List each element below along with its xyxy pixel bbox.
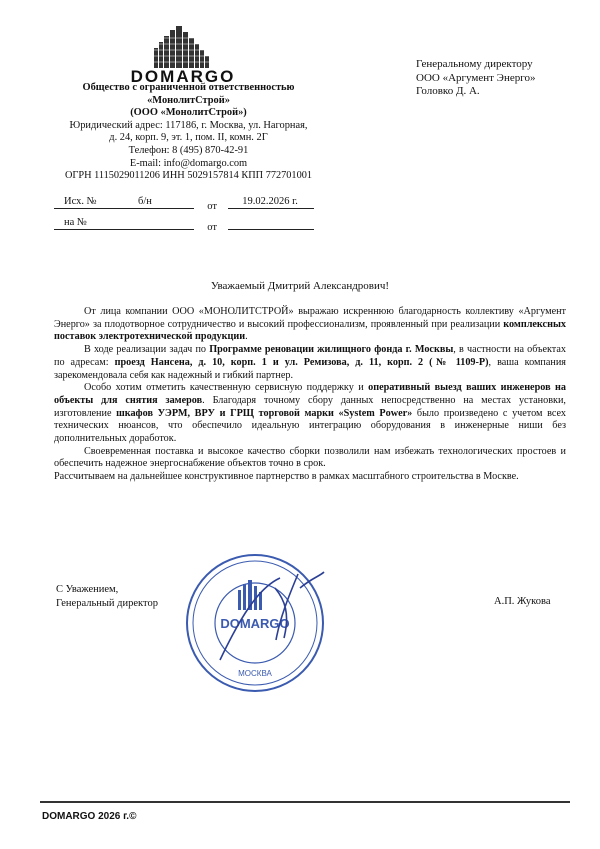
salutation: Уважаемый Дмитрий Александрович! [210,280,390,292]
company-details [56,82,321,183]
outgoing-label: Исх. № [64,196,97,207]
p2-bold-addresses: проезд Нансена, д. 10, корп. 1 и ул. Ремизова, д. 11, корп. 2 (№ 1109-Р) [114,356,489,368]
p3-bold-visit: оперативный выезд ваших инженеров на объекты для снятия замеров [54,382,566,406]
skyscrapers-icon [148,26,218,68]
outgoing-date: 19.02.2026 г. [242,196,298,207]
addressee-block [416,58,535,99]
stamp-seal-icon [180,548,330,698]
stamp-brand: DOMARGO [220,616,290,631]
signatory-position: Генеральный директор [56,597,158,609]
paragraph-1 [54,306,566,344]
paragraph-3 [54,382,566,446]
incoming-date-label: от [207,222,217,233]
address-line2: д. 24, корп. 9, эт. 1, пом. II, комн. 2Г [109,132,268,144]
closing: С Уважением, [56,584,119,595]
outgoing-number-row [54,196,314,212]
incoming-number-row [54,217,314,233]
paragraph-2 [54,344,566,382]
company-stamp [180,548,330,698]
addressee-line1: Генеральному директору [416,58,533,70]
company-line2: «МонолитСтрой» [147,94,230,106]
registration-ids: ОГРН 1115029011206 ИНН 5029157814 КПП 772701001 [64,170,313,182]
p2-end: , ваша компания зарекомендовала себя как надежный и гибкий партнер. [54,356,566,381]
p3-text: Особо хотим отметить качественную сервисную поддержку и [84,382,369,394]
stamp-city: МОСКВА [238,669,272,678]
outgoing-number: б/н [138,196,152,207]
incoming-date-line [228,217,314,230]
p3-text2: . Благодаря точному сбору данных непосредственно на местах установки, изготовление [54,394,566,419]
signatory-name: А.П. Жукова [494,596,551,607]
footer-divider [40,801,570,803]
p1-text: От лица компании ООО «МОНОЛИТСТРОЙ» выражаю искреннюю благодарность коллективу «Аргумент Энерго» за плодотворное сотрудничество и высокий профессионализм, проявленный при реализации [54,306,566,330]
email: E-mail: info@domargo.com [129,157,248,169]
outgoing-number-line [54,196,194,209]
p2-bold-program: Программе реновации жилищного фонда г. Москвы [209,344,454,356]
brand-name: DOMARGO [130,67,236,86]
letter-body [54,306,566,484]
incoming-label: на № [64,217,87,228]
addressee-line3: Головко Д. А. [416,85,480,98]
signature-block [56,583,158,610]
date-line [228,196,314,209]
incoming-number-line [54,217,194,230]
company-line1: Общество с ограниченной ответственностью [82,82,295,93]
paragraph-4: Своевременная поставка и высокое качество сборки позволили нам избежать технологических простоев и обеспечить надежное энергоснабжение объектов точно в срок. [54,445,566,470]
p1-bold: комплексных поставок электротехнической продукции [54,318,566,343]
p2-text2: , в частности на объектах по адресам: [54,344,566,368]
company-line3: (ООО «МонолитСтрой») [130,107,247,119]
p2-text: В ходе реализации задач по [84,344,210,356]
paragraph-5: Рассчитываем на дальнейшее конструктивное партнерство в рамках масштабного строительства в Москве. [54,471,519,483]
address-line1: Юридический адрес: 117186, г. Москва, ул. Нагорная, [69,119,308,131]
date-label: от [207,201,217,212]
footer-text: DOMARGO 2026 г.© [42,811,137,822]
p3-bold-products: шкафов УЭРМ, ВРУ и ГРЩ торговой марки «System Power» [116,407,413,419]
addressee-line2: ООО «Аргумент Энерго» [416,71,536,84]
company-logo [108,26,258,86]
phone: Телефон: 8 (495) 870-42-91 [128,144,249,156]
p1-end: . [245,331,248,343]
p3-end: было произведено с учетом всех технических нюансов, что обеспечило идеальную интеграцию оборудования в инженерные ниши без дополнительных доработок. [54,407,566,445]
